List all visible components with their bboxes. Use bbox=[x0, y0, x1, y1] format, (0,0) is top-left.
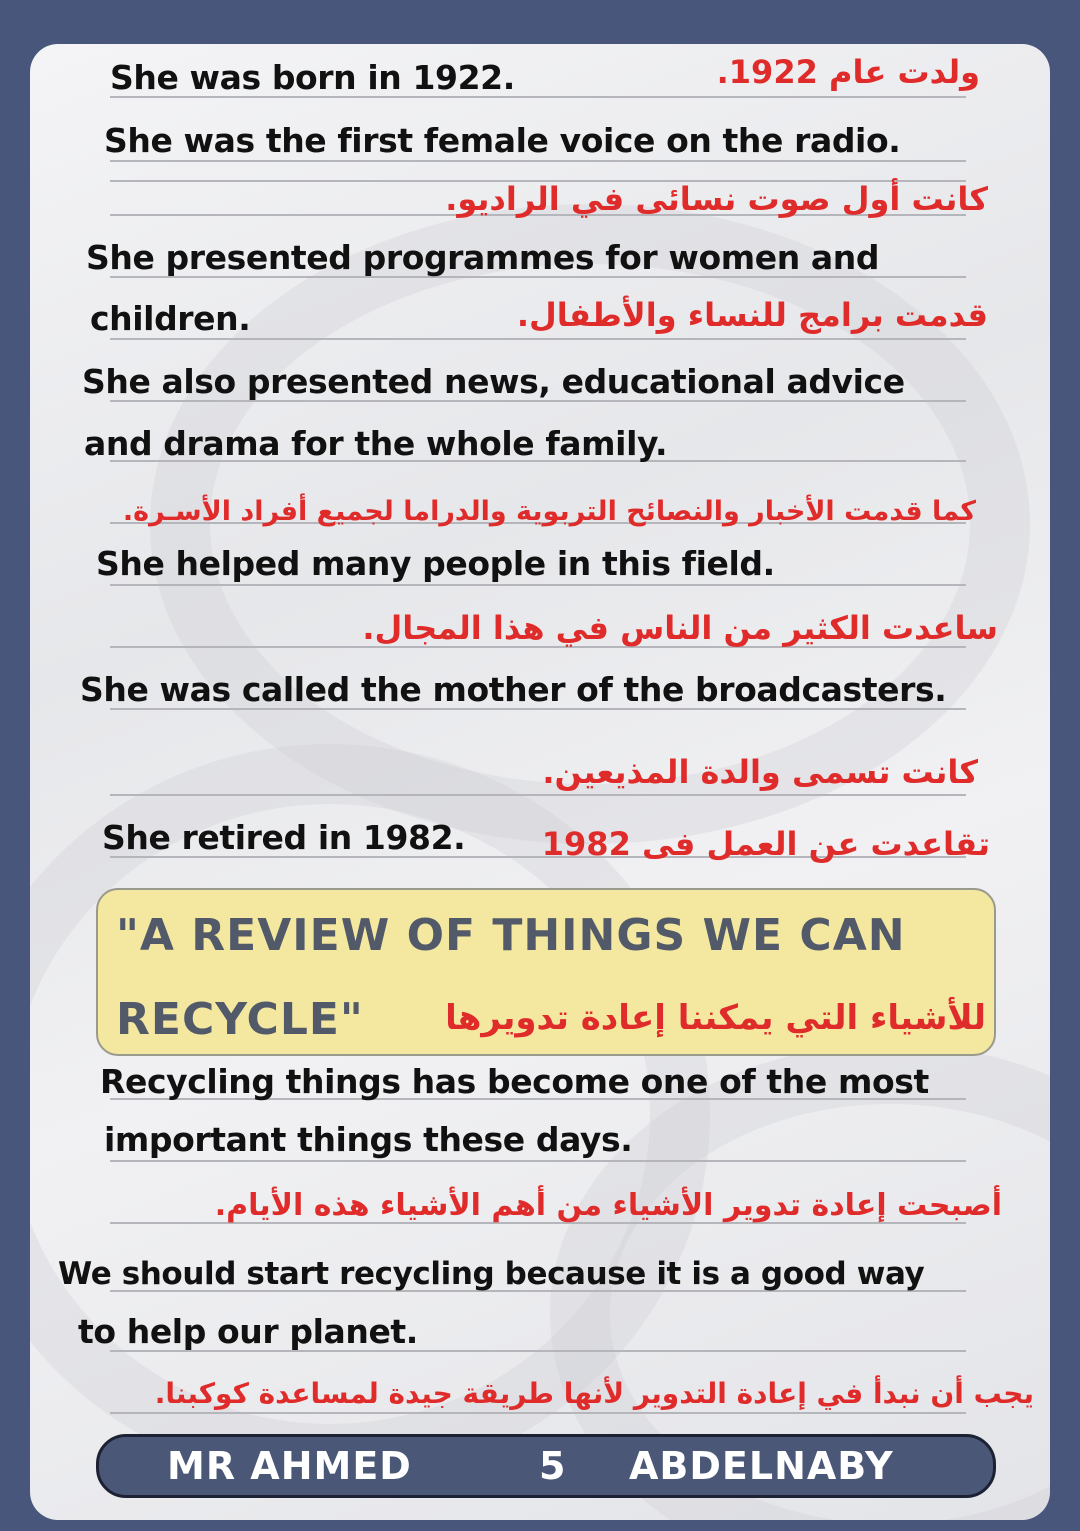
review-title: "A REVIEW OF THINGS WE CAN bbox=[116, 910, 906, 961]
sentence-en: She was born in 1922. bbox=[110, 58, 515, 97]
sentence-en: important things these days. bbox=[104, 1120, 633, 1159]
sentence-ar: يجب أن نبدأ في إعادة التدوير لأنها طريقة جيدة لمساعدة كوكبنا. bbox=[154, 1377, 1034, 1410]
ruled-line bbox=[110, 584, 966, 586]
sentence-en: She was called the mother of the broadcasters. bbox=[80, 670, 947, 709]
sentence-en: She helped many people in this field. bbox=[96, 544, 775, 583]
sentence-ar: ساعدت الكثير من الناس في هذا المجال. bbox=[362, 609, 998, 647]
review-title-ar: للأشياء التي يمكننا إعادة تدويرها bbox=[445, 998, 986, 1038]
sentence-en: She presented programmes for women and bbox=[86, 238, 880, 277]
sentence-en: She was the first female voice on the radio. bbox=[104, 121, 901, 160]
review-title: RECYCLE" bbox=[116, 994, 364, 1045]
sentence-en: She also presented news, educational advice bbox=[82, 362, 905, 401]
ruled-line bbox=[110, 794, 966, 796]
sentence-ar: كانت تسمى والدة المذيعين. bbox=[542, 753, 978, 791]
sentence-ar: كانت أول صوت نسائى في الراديو. bbox=[445, 180, 988, 218]
sentence-ar: قدمت برامج للنساء والأطفال. bbox=[516, 296, 988, 334]
sentence-ar: ولدت عام 1922. bbox=[716, 53, 980, 91]
page-number: 5 bbox=[539, 1444, 567, 1488]
sentence-en: children. bbox=[90, 299, 251, 338]
ruled-line bbox=[110, 1160, 966, 1162]
sentence-en: She retired in 1982. bbox=[102, 818, 466, 857]
footer-author-first: MR AHMED bbox=[167, 1444, 412, 1488]
sentence-en: We should start recycling because it is a good way bbox=[58, 1256, 925, 1292]
sentence-en: and drama for the whole family. bbox=[84, 424, 668, 463]
footer-bar bbox=[96, 1434, 996, 1498]
sentence-en: to help our planet. bbox=[78, 1312, 418, 1351]
sentence-ar: أصبحت إعادة تدوير الأشياء من أهم الأشياء هذه الأيام. bbox=[214, 1188, 1002, 1223]
sentence-ar: تقاعدت عن العمل فى 1982 bbox=[541, 825, 990, 863]
sentence-en: Recycling things has become one of the most bbox=[100, 1062, 929, 1101]
footer-author-last: ABDELNABY bbox=[629, 1444, 894, 1488]
sentence-ar: كما قدمت الأخبار والنصائح التربوية والدراما لجميع أفراد الأسـرة. bbox=[122, 496, 976, 527]
